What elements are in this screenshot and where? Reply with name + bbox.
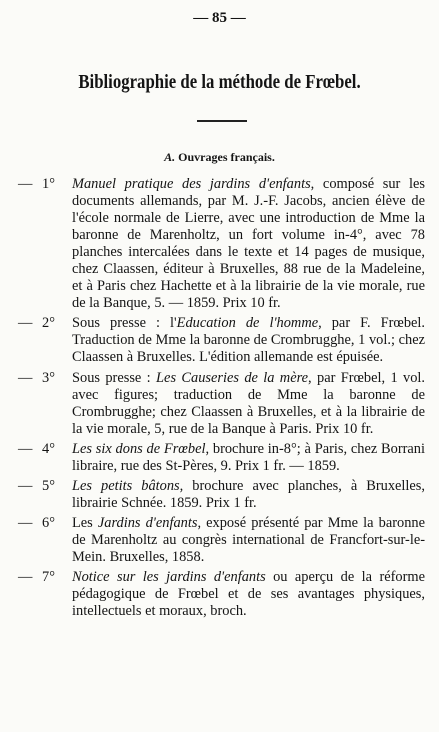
entry-dash: — xyxy=(18,315,33,332)
entry-number: 3° xyxy=(42,369,55,386)
page-number: — 85 — xyxy=(193,10,246,26)
entry-title: Manuel pratique des jardins d'enfants xyxy=(72,176,311,192)
entry-text: Sous presse : l' xyxy=(72,315,177,332)
title-divider xyxy=(197,120,247,122)
page-title: Bibliographie de la méthode de Frœbel. xyxy=(78,72,361,93)
bibliography-entry xyxy=(0,515,439,566)
entry-number: 5° xyxy=(42,477,55,494)
entry-dash: — xyxy=(18,569,33,586)
entry-title: Education de l'homme xyxy=(176,315,319,332)
entry-number: 1° xyxy=(42,176,55,192)
entry-text: ou aperçu de la réforme pédagogique de Frœbel et de ses avantages physiques, intellectuels et moraux, broch. xyxy=(72,569,425,620)
entry-text: brochure avec planches, à Bruxelles, librairie Schnée. 1859. Prix 1 fr. xyxy=(72,477,425,511)
entry-text: Les xyxy=(72,514,98,531)
entry-number: 4° xyxy=(42,440,55,457)
entry-text: , brochure in-8°; à Paris, chez Borrani libraire, rue des St-Pères, 9. Prix 1 fr. — 1859. xyxy=(72,440,425,474)
entry-dash: — xyxy=(18,514,33,531)
entry-dash: — xyxy=(18,176,33,192)
entry-text: , par Frœbel, 1 vol. avec figures; traduction de Mme la baronne de Crombrugghe; chez Claassen à Bruxelles, et à la librairie de la vie morale, 5, rue de la Banque à Paris. Prix 10 fr. xyxy=(72,369,426,437)
entry-title: Notice sur les jardins d'enfants xyxy=(72,569,266,586)
section-heading xyxy=(0,150,439,165)
bibliography-entry xyxy=(0,478,439,512)
bibliography-entry xyxy=(0,176,439,312)
entry-number: 7° xyxy=(42,569,55,586)
section-label: Ouvrages français. xyxy=(178,150,275,164)
bibliography-entry xyxy=(0,370,439,438)
entry-text: , par F. Frœbel. Traduction de Mme la baronne de Crombrugghe, 1 vol.; chez Claassen à Bruxelles. L'édition allemande est épuisée. xyxy=(72,315,425,366)
bibliography-entry xyxy=(0,569,439,620)
entry-text: Sous presse : xyxy=(72,369,157,386)
bibliography-entry xyxy=(0,315,439,366)
bibliography-list xyxy=(0,176,439,623)
entry-title: Jardins d'enfants xyxy=(97,514,198,531)
entry-text: , exposé présenté par Mme la baronne de Marenholtz au congrès international de Francfort-sur-le-Mein. Bruxelles, 1858. xyxy=(72,514,425,565)
entry-number: 2° xyxy=(42,315,55,332)
entry-title: Les six dons de Frœbel xyxy=(72,440,206,457)
entry-dash: — xyxy=(18,477,33,494)
entry-dash: — xyxy=(18,440,33,457)
section-letter: A. xyxy=(164,150,176,164)
bibliography-entry xyxy=(0,441,439,475)
entry-number: 6° xyxy=(42,514,55,531)
entry-title: Les Causeries de la mère xyxy=(156,369,309,386)
entry-title: Les petits bâtons, xyxy=(72,477,184,494)
entry-text: , composé sur les documents allemands, par M. J.-F. Jacobs, ancien élève de l'école normale de Lierre, avec une introduction de Mme la baronne de Marenholtz, un fort volume in-4°, avec 78 planches intercalées dans le texte et 14 pages de musique, chez Claassen, éditeur à Bruxelles, 88 rue de la Madeleine, et à Paris chez Hachette et à la librairie de la vie morale, rue de la Banque, 5. — 1859. Prix 10 fr. xyxy=(72,176,425,312)
entry-dash: — xyxy=(18,369,33,386)
